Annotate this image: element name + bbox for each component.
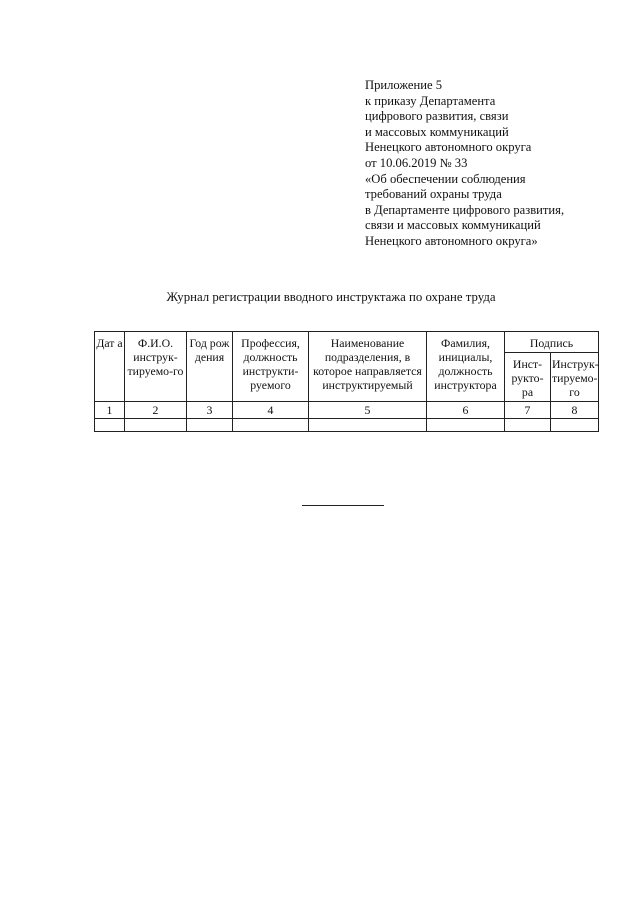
header-birth-year: Год рож дения (187, 332, 233, 402)
end-divider (302, 505, 384, 506)
column-number: 8 (551, 402, 599, 419)
appendix-line: «Об обеспечении соблюдения (365, 171, 526, 186)
table-cell (505, 419, 551, 432)
column-number: 1 (95, 402, 125, 419)
journal-table (94, 331, 599, 432)
appendix-line: Приложение 5 (365, 78, 443, 92)
journal-title: Журнал регистрации вводного инструктажа по охране труда (166, 290, 496, 304)
column-number: 7 (505, 402, 551, 419)
appendix-line: связи и массовых коммуникаций (365, 218, 541, 233)
header-profession: Профессия, должность инструкти-руемого (233, 332, 309, 402)
table-cell (95, 419, 125, 432)
header-signature: Подпись (505, 332, 599, 353)
table-row (95, 419, 599, 432)
table-cell (427, 419, 505, 432)
table-cell (187, 419, 233, 432)
column-number: 6 (427, 402, 505, 419)
appendix-line: цифрового развития, связи (365, 109, 509, 124)
table-cell (309, 419, 427, 432)
column-number: 3 (187, 402, 233, 419)
column-number: 5 (309, 402, 427, 419)
appendix-line: Ненецкого автономного округа» (365, 233, 538, 248)
appendix-line: требований охраны труда (365, 187, 502, 202)
appendix-block (365, 78, 627, 250)
header-name: Ф.И.О. инструк-тируемо-го (125, 332, 187, 402)
header-date: Дат а (95, 332, 125, 402)
column-number: 4 (233, 402, 309, 419)
appendix-line: Ненецкого автономного округа (365, 140, 532, 155)
table-cell (125, 419, 187, 432)
column-number-row (95, 402, 599, 419)
header-signature-instructor: Инст-рукто-ра (505, 353, 551, 402)
appendix-line: в Департаменте цифрового развития, (365, 202, 565, 217)
table-cell (551, 419, 599, 432)
table-cell (233, 419, 309, 432)
appendix-line: и массовых коммуникаций (365, 124, 509, 139)
header-signature-trainee: Инструк-тируемо-го (551, 353, 599, 402)
header-row (95, 332, 599, 353)
column-number: 2 (125, 402, 187, 419)
header-department: Наименование подразделения, в которое направляется инструктируемый (309, 332, 427, 402)
appendix-line: к приказу Департамента (365, 93, 496, 108)
header-instructor: Фамилия, инициалы, должность инструктора (427, 332, 505, 402)
appendix-line: от 10.06.2019 № 33 (365, 155, 468, 170)
